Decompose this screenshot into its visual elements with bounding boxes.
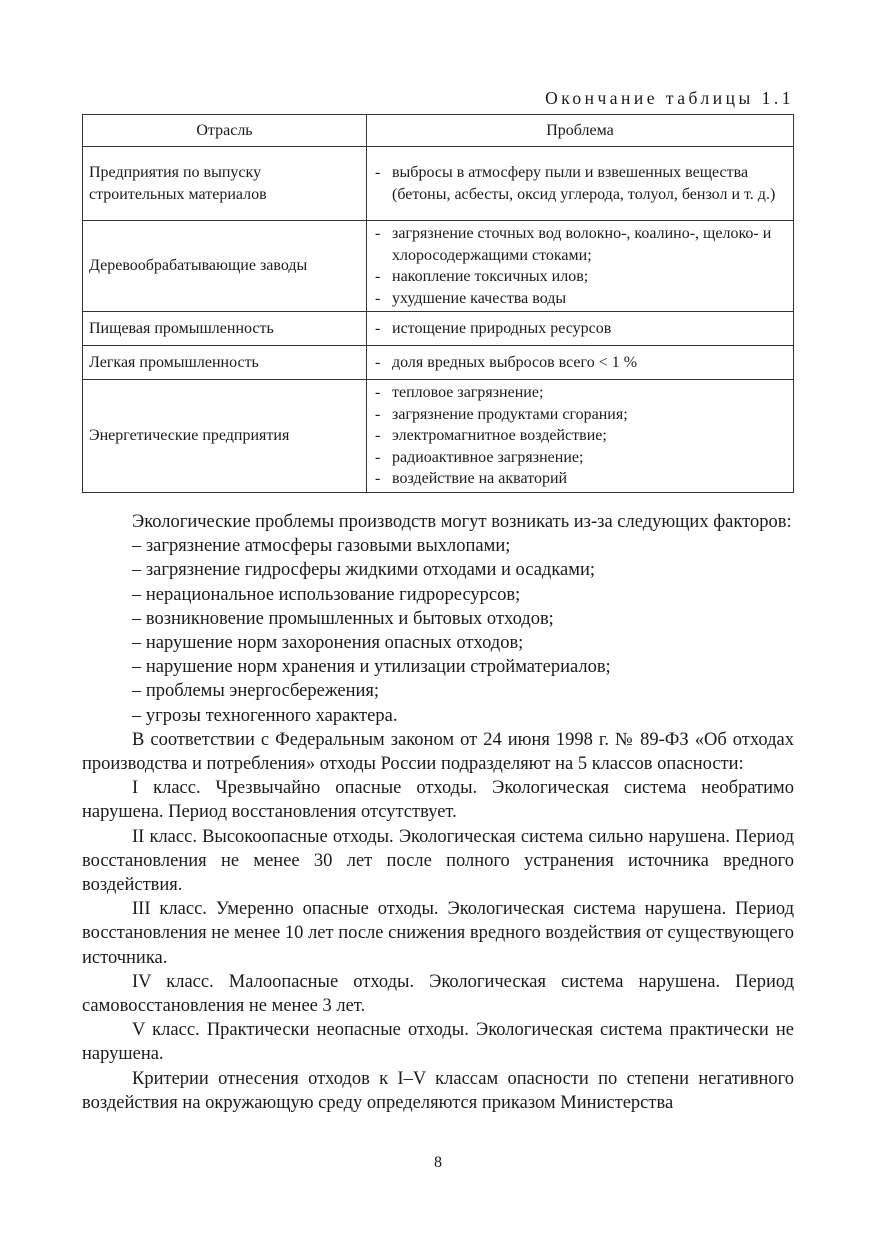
- table-row: [83, 312, 794, 346]
- table-header-row: [83, 115, 794, 147]
- bullet-dash: -: [375, 384, 381, 401]
- problem-item: - выбросы в атмосферу пыли и взвешенных вещества (бетоны, асбесты, оксид углерода, толуол, бензол и т. д.): [375, 164, 776, 203]
- problem-item: - тепловое загрязнение;: [375, 382, 785, 404]
- problem-item: - радиоактивное загрязнение;: [375, 447, 785, 469]
- factor-item: – угрозы техногенного характера.: [132, 705, 398, 726]
- industry-problems-table: [82, 114, 794, 493]
- bullet-dash: -: [375, 470, 381, 487]
- factor-item: – нарушение норм захоронения опасных отходов;: [132, 633, 524, 654]
- factor-item: – нерациональное использование гидроресурсов;: [132, 584, 521, 605]
- problem-item: - накопление токсичных илов;: [375, 266, 785, 288]
- table-row: [83, 380, 794, 493]
- bullet-dash: -: [375, 225, 381, 242]
- problem-item: - доля вредных выбросов всего < 1 %: [375, 352, 785, 374]
- class-3-paragraph: III класс. Умеренно опасные отходы. Экологическая система нарушена. Период восстановления не менее 10 лет после снижения вредного воздействия от существующего источника.: [82, 899, 794, 968]
- factor-item: – нарушение норм хранения и утилизации стройматериалов;: [132, 657, 611, 678]
- bullet-dash: -: [375, 427, 381, 444]
- law-paragraph: В соответствии с Федеральным законом от 24 июня 1998 г. № 89-ФЗ «Об отходах производства и потребления» отходы России подразделяют на 5 классов опасности:: [82, 729, 794, 775]
- class-5-paragraph: V класс. Практически неопасные отходы. Экологическая система практически не нарушена.: [82, 1020, 794, 1065]
- page-number: 8: [434, 1154, 442, 1171]
- factor-item: – проблемы энергосбережения;: [132, 681, 380, 702]
- problem-cell: [367, 147, 794, 221]
- problem-item: - истощение природных ресурсов: [375, 318, 785, 340]
- problem-item: - электромагнитное воздействие;: [375, 425, 785, 447]
- industry-cell: Энергетические предприятия: [83, 380, 367, 493]
- problem-item: - ухудшение качества воды: [375, 288, 785, 310]
- problem-item: - воздействие на акваторий: [375, 468, 785, 490]
- problem-cell: [367, 380, 794, 493]
- factor-item: – загрязнение атмосферы газовыми выхлопами;: [132, 536, 511, 557]
- column-header-industry: Отрасль: [83, 115, 367, 147]
- body-text: [82, 510, 794, 1115]
- problem-item: - загрязнение сточных вод волокно-, коалино-, щелоко- и хлоросодержащими стоками;: [375, 225, 772, 264]
- industry-cell: Пищевая промышленность: [83, 312, 367, 346]
- class-2-paragraph: II класс. Высокоопасные отходы. Экологическая система сильно нарушена. Период восстановления не менее 30 лет после полного устранения источника вредного воздействия.: [82, 826, 794, 896]
- table-row: [83, 147, 794, 221]
- problem-cell: [367, 346, 794, 380]
- table-caption: Окончание таблицы 1.1: [545, 88, 794, 108]
- bullet-dash: -: [375, 164, 381, 181]
- table-row: [83, 346, 794, 380]
- column-header-problem: Проблема: [367, 115, 794, 147]
- class-4-paragraph: IV класс. Малоопасные отходы. Экологическая система нарушена. Период самовосстановления не менее 3 лет.: [82, 971, 794, 1017]
- criteria-paragraph: Критерии отнесения отходов к I–V классам опасности по степени негативного воздействия на окружающую среду определяются приказом Министерства: [82, 1068, 794, 1113]
- bullet-dash: -: [375, 405, 381, 423]
- industry-cell: Легкая промышленность: [83, 346, 367, 380]
- industry-cell: Деревообрабатывающие заводы: [83, 221, 367, 312]
- problem-cell: [367, 312, 794, 346]
- bullet-dash: -: [375, 319, 381, 337]
- factor-item: – загрязнение гидросферы жидкими отходами и осадками;: [132, 560, 595, 581]
- problem-item: - загрязнение продуктами сгорания;: [375, 404, 785, 426]
- factor-item: – возникновение промышленных и бытовых отходов;: [132, 608, 554, 629]
- problem-cell: [367, 221, 794, 312]
- table-row: [83, 221, 794, 312]
- intro-paragraph: Экологические проблемы производств могут возникать из-за следующих факторов:: [132, 512, 792, 532]
- bullet-dash: -: [375, 268, 381, 285]
- bullet-dash: -: [375, 289, 381, 307]
- bullet-dash: -: [375, 353, 381, 371]
- class-1-paragraph: I класс. Чрезвычайно опасные отходы. Экологическая система необратимо нарушена. Период восстановления отсутствует.: [82, 778, 794, 823]
- industry-cell: Предприятия по выпуску строительных материалов: [83, 147, 367, 221]
- bullet-dash: -: [375, 448, 381, 466]
